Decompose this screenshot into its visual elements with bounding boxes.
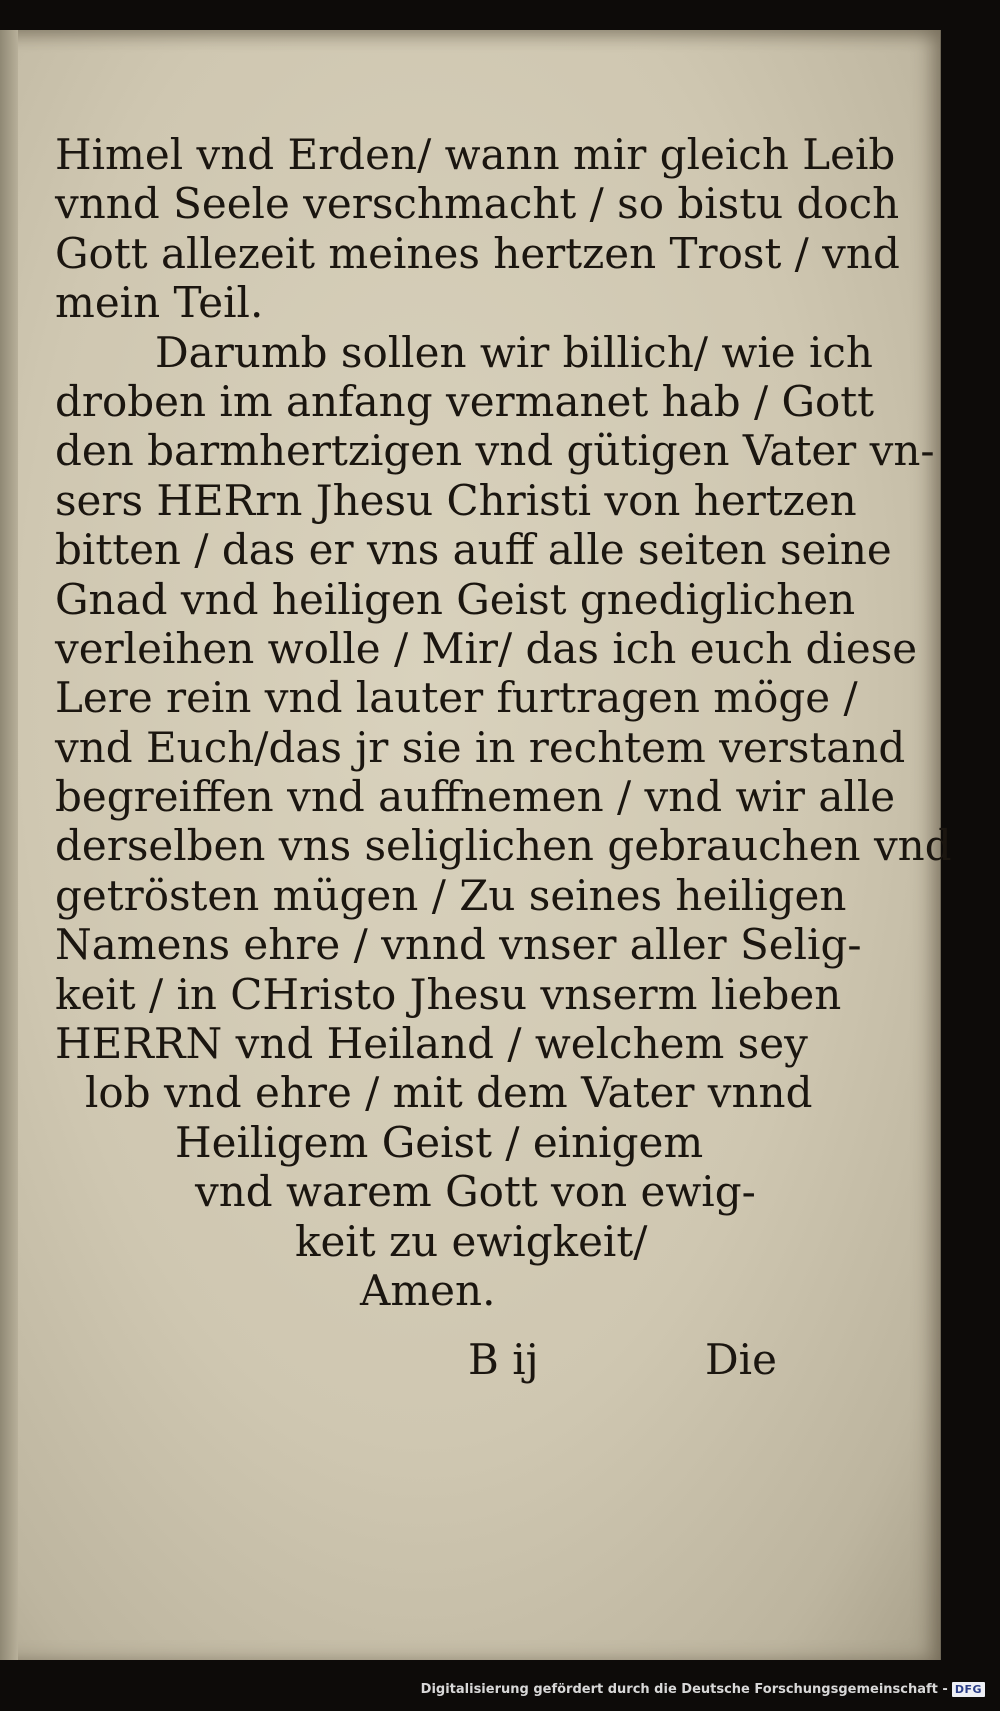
text-line: derselben vns seliglichen gebrauchen vnd [55,821,952,871]
text-line: Amen. [360,1265,496,1315]
credit-text: Digitalisierung gefördert durch die Deutsche Forschungsgemeinschaft - [420,1681,948,1697]
text-line: Namens ehre / vnnd vnser aller Selig- [55,920,862,970]
text-line: droben im anfang vermanet hab / Gott [55,376,875,426]
text-line: begreiffen vnd auffnemen / vnd wir alle [55,772,896,822]
body-text [55,130,952,1315]
text-line: mein Teil. [55,278,264,328]
text-line: Himel vnd Erden/ wann mir gleich Leib [55,130,896,179]
digitization-credit [0,1679,985,1699]
text-line: HERRN vnd Heiland / welchem sey [55,1019,808,1069]
text-line: Heiligem Geist / einigem [175,1117,704,1167]
text-line: getrösten mügen / Zu seines heiligen [55,870,847,920]
page-gutter [0,30,18,1660]
text-line: vnd Euch/das jr sie in rechtem verstand [55,722,906,772]
text-line: sers HERrn Jhesu Christi von hertzen [55,475,857,525]
catchword: Die [705,1335,777,1384]
text-line: Gnad vnd heiligen Geist gnediglichen [55,574,856,624]
text-line: keit zu ewigkeit/ [295,1216,648,1266]
text-line: vnnd Seele verschmacht / so bistu doch [55,179,900,229]
text-line: vnd warem Gott von ewig- [195,1167,756,1217]
text-line: bitten / das er vns auff alle seiten seine [55,525,892,575]
text-line: verleihen wolle / Mir/ das ich euch diese [55,623,918,673]
page-footer [0,1335,940,1385]
text-line: Gott allezeit meines hertzen Trost / vnd [55,228,900,278]
text-line: Lere rein vnd lauter furtragen möge / [55,673,858,723]
text-line: keit / in CHristo Jhesu vnserm lieben [55,969,842,1019]
text-line: Darumb sollen wir billich/ wie ich [155,327,873,377]
book-page [0,30,952,1660]
dfg-logo: DFG [952,1682,985,1697]
text-line: lob vnd ehre / mit dem Vater vnnd [85,1068,813,1118]
text-line: den barmhertzigen vnd gütigen Vater vn- [55,426,935,476]
signature-mark: B ij [468,1335,539,1384]
